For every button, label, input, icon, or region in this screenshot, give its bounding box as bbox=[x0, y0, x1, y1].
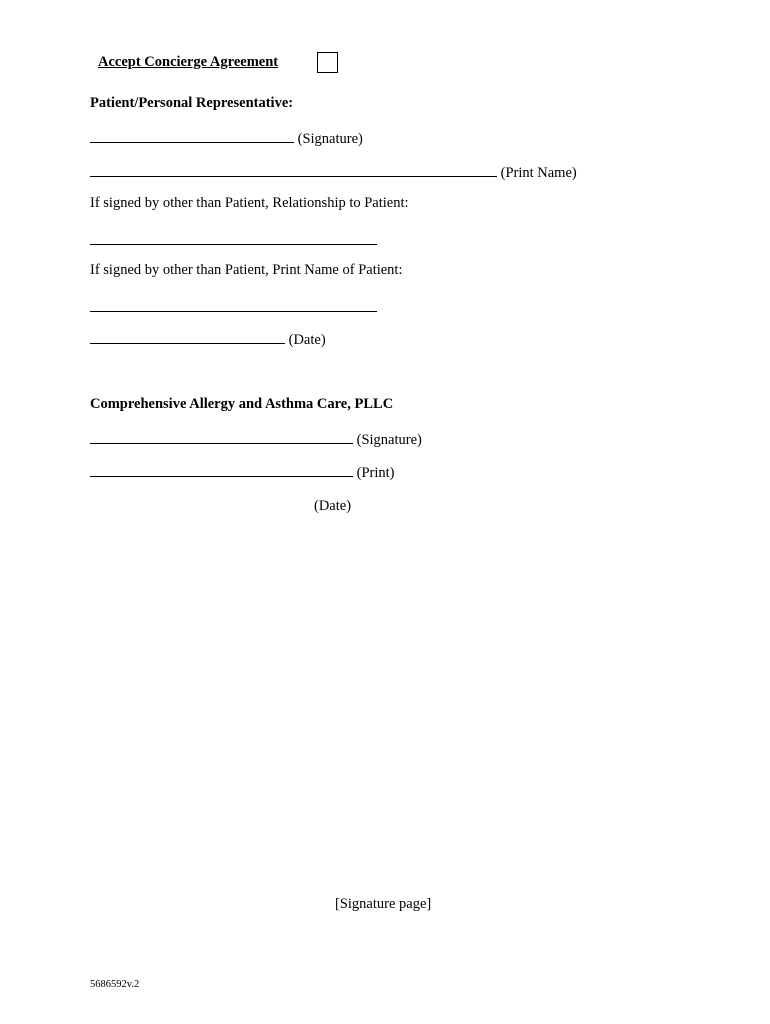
practice-section-heading: Comprehensive Allergy and Asthma Care, PLLC bbox=[90, 396, 394, 412]
practice-print-row bbox=[90, 463, 394, 481]
practice-signature-line[interactable] bbox=[90, 430, 353, 444]
practice-print-line[interactable] bbox=[90, 463, 353, 477]
practice-signature-row bbox=[90, 430, 422, 448]
practice-print-label: (Print) bbox=[356, 465, 395, 481]
patient-print-name-line[interactable] bbox=[90, 163, 497, 177]
relationship-prompt: If signed by other than Patient, Relationship to Patient: bbox=[90, 195, 409, 211]
patient-date-label: (Date) bbox=[288, 332, 326, 348]
accept-agreement-checkbox[interactable] bbox=[317, 52, 338, 73]
patient-date-line[interactable] bbox=[90, 330, 285, 344]
patient-signature-row bbox=[90, 129, 363, 147]
patient-name-row bbox=[90, 298, 377, 316]
patient-signature-line[interactable] bbox=[90, 129, 294, 143]
accept-agreement-title: Accept Concierge Agreement bbox=[98, 54, 279, 70]
practice-signature-label: (Signature) bbox=[356, 432, 422, 448]
practice-date-label: (Date) bbox=[314, 498, 352, 514]
patient-signature-label: (Signature) bbox=[297, 131, 363, 147]
document-code: 5686592v.2 bbox=[90, 979, 140, 990]
patient-name-prompt: If signed by other than Patient, Print Name of Patient: bbox=[90, 262, 403, 278]
relationship-line[interactable] bbox=[90, 231, 377, 245]
signature-page-label: [Signature page] bbox=[335, 896, 432, 912]
patient-section-heading: Patient/Personal Representative: bbox=[90, 95, 294, 111]
patient-name-line[interactable] bbox=[90, 298, 377, 312]
patient-print-name-label: (Print Name) bbox=[500, 165, 577, 181]
relationship-row bbox=[90, 231, 377, 249]
patient-date-row bbox=[90, 330, 326, 348]
patient-print-name-row bbox=[90, 163, 577, 181]
